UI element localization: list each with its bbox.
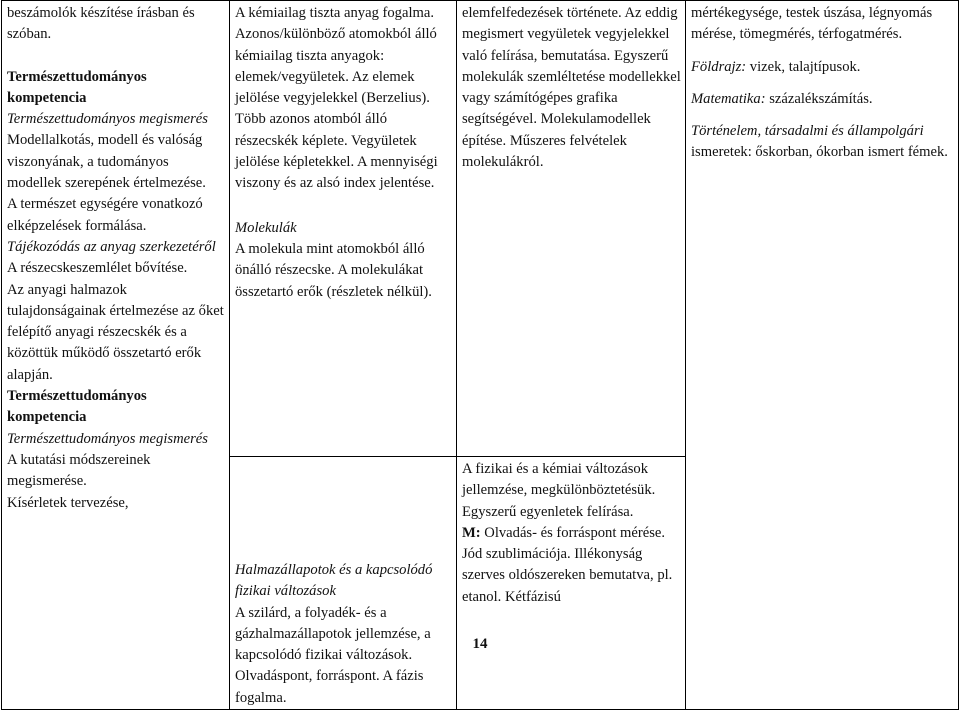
col1-paragraph: Az anyagi halmazok tulajdonságainak értelmezése az őket felépítő anyagi részecskék és a közöttük működő összetartó erők alapján. [7, 281, 224, 383]
competence-heading: Természettudományos kompetencia [7, 68, 147, 106]
spacer [691, 78, 954, 89]
subheading: Természettudományos megismerés [7, 111, 208, 128]
col1-paragraph: A természet egységére vonatkozó elképzelések formálása. [7, 196, 203, 234]
connections-column-cell [686, 1, 959, 710]
subject-label: Matematika: [691, 90, 766, 107]
activities-column-cell [457, 457, 686, 710]
content-paragraph: A szilárd, a folyadék- és a gázhalmazállapotok jellemzése, a kapcsolódó fizikai változások. Olvadáspont, forráspont. A fázis fogalma. [235, 604, 431, 706]
subject-text: százalékszámítás. [765, 90, 873, 107]
spacer [691, 110, 954, 121]
connection-history [691, 121, 954, 164]
col1-paragraph: beszámolók készítése írásban és szóban. [7, 5, 195, 43]
activities-paragraph: A fizikai és a kémiai változások jellemzése, megkülönböztetésük. Egyszerű egyenletek felírása. [462, 461, 656, 520]
content-paragraph: A molekula mint atomokból álló önálló részecske. A molekulákat összetartó erők (részletek nélkül). [235, 240, 432, 300]
spacer [235, 459, 452, 560]
subject-label: Történelem, társadalmi és állampolgári [691, 123, 924, 140]
connection-geography [691, 57, 954, 78]
activities-text: Olvadás- és forráspont mérése. Jód szublimációja. Illékonyság szerves oldószereken bemutatva, pl. etanol. Kétfázisú [462, 524, 673, 605]
col1-paragraph: A kutatási módszereinek megismerése. [7, 451, 151, 490]
col1-paragraph: Kísérletek tervezése, [7, 494, 129, 511]
spacer [691, 46, 954, 57]
spacer [7, 46, 225, 67]
activities-column-cell [457, 1, 686, 457]
curriculum-table [1, 0, 959, 710]
content-column-cell [230, 1, 457, 457]
spacer [235, 195, 452, 218]
table-row [2, 1, 959, 457]
connection-mathematics [691, 89, 954, 110]
content-column-cell [230, 457, 457, 710]
activities-paragraph [462, 523, 681, 608]
subject-label: Földrajz: [691, 58, 747, 75]
subheading: Természettudományos megismerés [7, 430, 208, 447]
content-paragraph: A kémiailag tiszta anyag fogalma. Azonos/különböző atomokból álló kémiailag tiszta anyagok: elemek/vegyületek. Az elemek jelölése vegyjelekkel (Berzelius). Több azonos atomból álló részecskék képlete. Vegyületek jelölése képletekkel. A mennyiségi viszony és az alsó index jelentése. [235, 5, 438, 192]
subject-text: vizek, talajtípusok. [746, 58, 861, 75]
competence-heading: Természettudományos kompetencia [7, 388, 147, 426]
activities-paragraph: elemfelfedezések története. Az eddig megismert vegyületek vegyjelekkel való felírása, bemutatása. Egyszerű molekulák szemléltetése modellekkel vagy számítógépes grafika segítségével. Molekulamodellek építése. Műszeres felvételek molekulákról. [462, 5, 681, 171]
connections-paragraph: mértékegysége, testek úszása, légnyomás mérése, tömegmérés, térfogatmérés. [691, 5, 933, 43]
topic-title-molecules: Molekulák [235, 219, 297, 236]
page-number: 14 [472, 636, 488, 652]
topic-title-states: Halmazállapotok és a kapcsolódó fizikai változások [235, 562, 433, 600]
measurement-marker: M: [462, 524, 481, 541]
col1-paragraph: Modellalkotás, modell és valóság viszonyának, a tudományos modellek szerepének értelmezése. [7, 132, 206, 192]
goals-column-cell [2, 1, 230, 710]
subheading: Tájékozódás az anyag szerkezetéről [7, 238, 216, 255]
subject-text: ismeretek: őskorban, ókorban ismert fémek. [691, 144, 948, 161]
col1-paragraph: A részecskeszemlélet bővítése. [7, 260, 188, 277]
